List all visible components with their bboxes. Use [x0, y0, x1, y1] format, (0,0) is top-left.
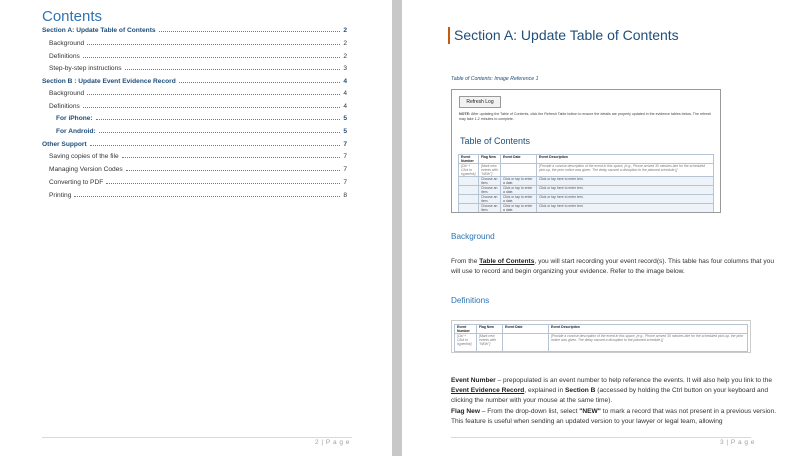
table-row [459, 195, 714, 204]
toc-entry[interactable] [49, 192, 347, 199]
toc-entry-page: 2 [343, 53, 347, 60]
table-cell: [Provide a concise description of the event in this space, (e.g., Phone arrived 30 minutes late for the scheduled pick-up, the prior notice was given. The delay caused a disruption to the planned schedule.)] [549, 334, 748, 352]
table-cell: Click or tap to enter a date. [501, 195, 537, 204]
table-of-contents-screenshot [451, 89, 721, 213]
definitions-table-image [451, 320, 751, 353]
toc-entry-label: Background [49, 40, 85, 47]
table-cell: Click or tap to enter a date. [501, 177, 537, 186]
image-caption: Table of Contents: Image Reference 1 [451, 76, 539, 82]
toc-entry[interactable] [49, 40, 347, 47]
table-cell [501, 213, 537, 214]
toc-entry-page: 8 [343, 192, 347, 199]
toc-leader-dots [83, 54, 341, 58]
toc-entry-label: Section A: Update Table of Contents [42, 27, 156, 34]
toc-entry-page: 7 [343, 166, 347, 173]
toc-entry-label: Other Support [42, 141, 87, 148]
toc-leader-dots [90, 142, 341, 146]
toc-entry-page: 4 [343, 90, 347, 97]
toc-leader-dots [125, 66, 341, 70]
table-cell [459, 204, 479, 213]
toc-title: Contents [42, 8, 103, 25]
toc-entry-page: 5 [343, 128, 347, 135]
section-title: Section A: Update Table of Contents [448, 27, 679, 44]
table-cell [537, 213, 714, 214]
table-row [459, 204, 714, 213]
column-header: Event Number [459, 155, 479, 164]
toc-leader-dots [87, 91, 340, 95]
definitions-heading: Definitions [451, 296, 490, 305]
toc-entry-label: Background [49, 90, 85, 97]
table-cell [459, 186, 479, 195]
toc-entry-label: Definitions [49, 103, 80, 110]
mini-toc-heading: Table of Contents [460, 136, 531, 146]
page-footer: 2 | P a g e [315, 439, 350, 446]
table-cell [503, 334, 549, 352]
table-cell [459, 195, 479, 204]
toc-leader-dots [106, 180, 340, 184]
toc-entry[interactable] [49, 53, 347, 60]
toc-entry-label: Converting to PDF [49, 179, 104, 186]
toc-entry-page: 7 [343, 179, 347, 186]
mini-toc-rows [459, 177, 714, 214]
toc-entry[interactable] [49, 179, 347, 186]
toc-entry-label: Saving copies of the file [49, 153, 119, 160]
column-header: Event Number [455, 325, 477, 334]
column-header: Flag New [477, 325, 503, 334]
toc-entry-label: For Android: [56, 128, 96, 135]
table-cell [501, 164, 537, 177]
toc-entry-page: 5 [343, 115, 347, 122]
toc-leader-dots [87, 41, 340, 45]
toc-leader-dots [99, 129, 341, 133]
toc-entry[interactable] [49, 153, 347, 160]
footer-rule [451, 437, 751, 438]
table-cell [459, 177, 479, 186]
toc-entry[interactable] [56, 128, 347, 135]
toc-entry[interactable] [42, 27, 347, 34]
table-cell: Choose an item. [479, 204, 501, 213]
toc-entry[interactable] [56, 115, 347, 122]
toc-entry-label: Section B : Update Event Evidence Record [42, 78, 176, 85]
toc-entry-page: 4 [343, 78, 347, 85]
event-number-paragraph: Event Number – prepopulated is an event number to help reference the events. It will also help you link to the Event Evidence Record, explained in Section B (accessed by holding the Ctrl button on your keyboard and clicking the number with your mouse at the same time). [451, 377, 773, 404]
table-cell: Click or tap here to enter text. [537, 204, 714, 213]
toc-leader-dots [126, 167, 341, 171]
table-cell: Click or tap to enter a date. [501, 186, 537, 195]
toc-leader-dots [83, 104, 341, 108]
background-paragraph: From the Table of Contents, you will start recording your event record(s). This table has four columns that you will use to record and begin organizing your evidence. Refer to the image below. [451, 258, 774, 275]
toc-entry-label: For iPhone: [56, 115, 93, 122]
table-cell: Click or tap to enter a date. [501, 204, 537, 213]
definitions-table [454, 324, 748, 352]
column-header: Event Date [503, 325, 549, 334]
toc-leader-dots [179, 79, 341, 83]
toc-entry-page: 2 [343, 40, 347, 47]
table-row [459, 177, 714, 186]
toc-leader-dots [159, 28, 341, 32]
toc-entry[interactable] [49, 166, 347, 173]
toc-entry[interactable] [42, 141, 347, 148]
toc-entry[interactable] [49, 90, 347, 97]
table-of-contents-link[interactable]: Table of Contents [479, 258, 535, 265]
table-row [459, 213, 714, 214]
toc-entry-page: 3 [343, 65, 347, 72]
table-cell: [Mark new events with "NEW"] [479, 164, 501, 177]
toc-leader-dots [96, 116, 341, 120]
flag-new-paragraph: Flag New – From the drop-down list, select "NEW" to mark a record that was not present in a previous version. This feature is useful when sending an updated version to your lawyer or legal team, allowing [451, 408, 777, 425]
background-heading: Background [451, 232, 495, 241]
toc-entry-page: 2 [343, 27, 347, 34]
table-cell: Choose an item. [479, 177, 501, 186]
column-header: Event Date [501, 155, 537, 164]
toc-entry[interactable] [42, 78, 347, 85]
table-cell: Choose an item. [479, 186, 501, 195]
toc-entry-label: Step-by-step instructions [49, 65, 122, 72]
toc-leader-dots [74, 193, 340, 197]
table-cell: Click or tap here to enter text. [537, 186, 714, 195]
table-cell: [Mark new events with "NEW"] [477, 334, 503, 352]
column-header: Event Description [549, 325, 748, 334]
table-cell: [Ctrl + Click to hyperlink] [455, 334, 477, 352]
document-page-2 [0, 0, 392, 456]
toc-entry-label: Printing [49, 192, 72, 199]
note-text: NOTE: After updating the Table of Contents, click the Refresh Table button to ensure the details are properly updated in the evidence tables below. The refresh may take 1-2 minutes to complete. [459, 112, 712, 121]
table-cell: Choose an item. [479, 195, 501, 204]
table-cell: Click or tap here to enter text. [537, 177, 714, 186]
table-cell: [Ctrl + Click to hyperlink] [459, 164, 479, 177]
column-header: Event Description [537, 155, 714, 164]
table-cell [479, 213, 501, 214]
mini-toc-table [458, 154, 714, 213]
refresh-log-button: Refresh Log [459, 96, 501, 108]
toc-entry-page: 7 [343, 153, 347, 160]
table-row [459, 186, 714, 195]
toc-entry-page: 4 [343, 103, 347, 110]
table-cell: Click or tap here to enter text. [537, 195, 714, 204]
table-cell [459, 213, 479, 214]
toc-entry[interactable] [49, 65, 347, 72]
toc-entry[interactable] [49, 103, 347, 110]
column-header: Flag New [479, 155, 501, 164]
page-footer: 3 | P a g e [720, 439, 755, 446]
event-evidence-record-link[interactable]: Event Evidence Record [451, 387, 525, 394]
toc-entry-label: Managing Version Codes [49, 166, 123, 173]
toc-entry-label: Definitions [49, 53, 80, 60]
footer-rule [42, 437, 352, 438]
table-cell: [Provide a concise description of the event in this space, (e.g., Phone arrived 30 minutes late for the scheduled pick-up, the prior notice was given. The delay caused a disruption to the planned schedule.)] [537, 164, 714, 177]
toc-leader-dots [122, 154, 341, 158]
toc-entry-page: 7 [343, 141, 347, 148]
